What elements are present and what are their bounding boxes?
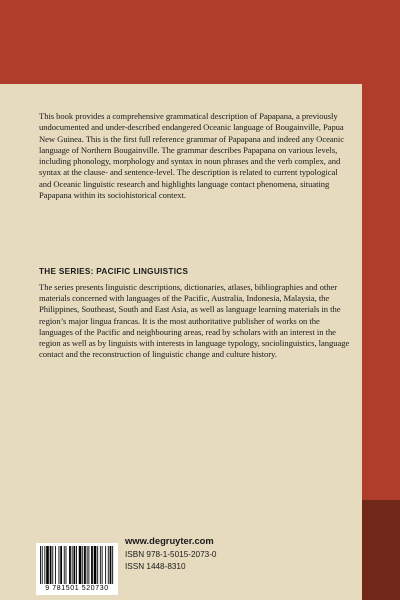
barcode-bar: [102, 546, 103, 584]
barcode-bar: [40, 546, 41, 584]
barcode-bar: [91, 546, 93, 584]
barcode-bar: [79, 546, 82, 584]
barcode-bar: [110, 546, 112, 584]
barcode-bar: [105, 546, 106, 584]
barcode-icon: [40, 546, 114, 584]
isbn-barcode: [36, 543, 118, 595]
barcode-bar: [64, 546, 65, 584]
barcode-bar: [76, 546, 77, 584]
barcode-bar: [50, 546, 52, 584]
barcode-bar: [84, 546, 86, 584]
barcode-bar: [42, 546, 43, 584]
barcode-bar: [66, 546, 67, 584]
publisher-url[interactable]: www.degruyter.com: [125, 535, 214, 546]
barcode-bar: [112, 546, 113, 584]
barcode-bar: [69, 546, 71, 584]
book-description: This book provides a comprehensive grammatical description of Papapana, a previously undocumented and under-described endangered Oceanic language of Bougainville, Papua New Guinea. This is the first full reference grammar of Papapana and indeed any Oceanic language of Northern Bougainville. The grammar describes Papapana on various levels, including phonology, morphology and syntax in noun phrases and the verb complex, and syntax at the clause- and sentence-level. The description is related to current typological and Oceanic linguistic research and highlights language contact phenomena, situating Papapana within its sociohistorical context.: [39, 111, 344, 200]
barcode-bar: [82, 546, 83, 584]
barcode-bar: [94, 546, 97, 584]
barcode-bar: [97, 546, 98, 584]
barcode-bar: [72, 546, 73, 584]
isbn-number: ISBN 978-1-5015-2073-0: [125, 550, 217, 559]
barcode-bar: [59, 546, 60, 584]
barcode-bar: [55, 546, 56, 584]
barcode-bar: [108, 546, 109, 584]
barcode-bar: [44, 546, 45, 584]
barcode-digits: 9 781501 520730: [45, 585, 109, 592]
barcode-bar: [60, 546, 62, 584]
barcode-bar: [52, 546, 53, 584]
series-heading: THE SERIES: PACIFIC LINGUISTICS: [39, 267, 189, 276]
barcode-bar: [73, 546, 75, 584]
barcode-bar: [88, 546, 89, 584]
cover-dark-strip: [362, 500, 400, 600]
barcode-bar: [87, 546, 88, 584]
barcode-bar: [46, 546, 49, 584]
barcode-bar: [100, 546, 101, 584]
series-description: The series presents linguistic descriptions, dictionaries, atlases, bibliographies and other materials concerned with languages of the Pacific, Australia, Indonesia, Malaysia, the Philippines, Southeast, South and East Asia, as well as language learning materials in the region’s major lingua francas. It is the most authoritative publisher of works on the languages of the Pacific and neighbouring areas, read by scholars with an interest in the region as well as by linguists with interests in language typology, sociolinguistics, language contact and the reconstruction of linguistic change and culture history.: [39, 282, 350, 360]
issn-number: ISSN 1448-8310: [125, 562, 186, 571]
